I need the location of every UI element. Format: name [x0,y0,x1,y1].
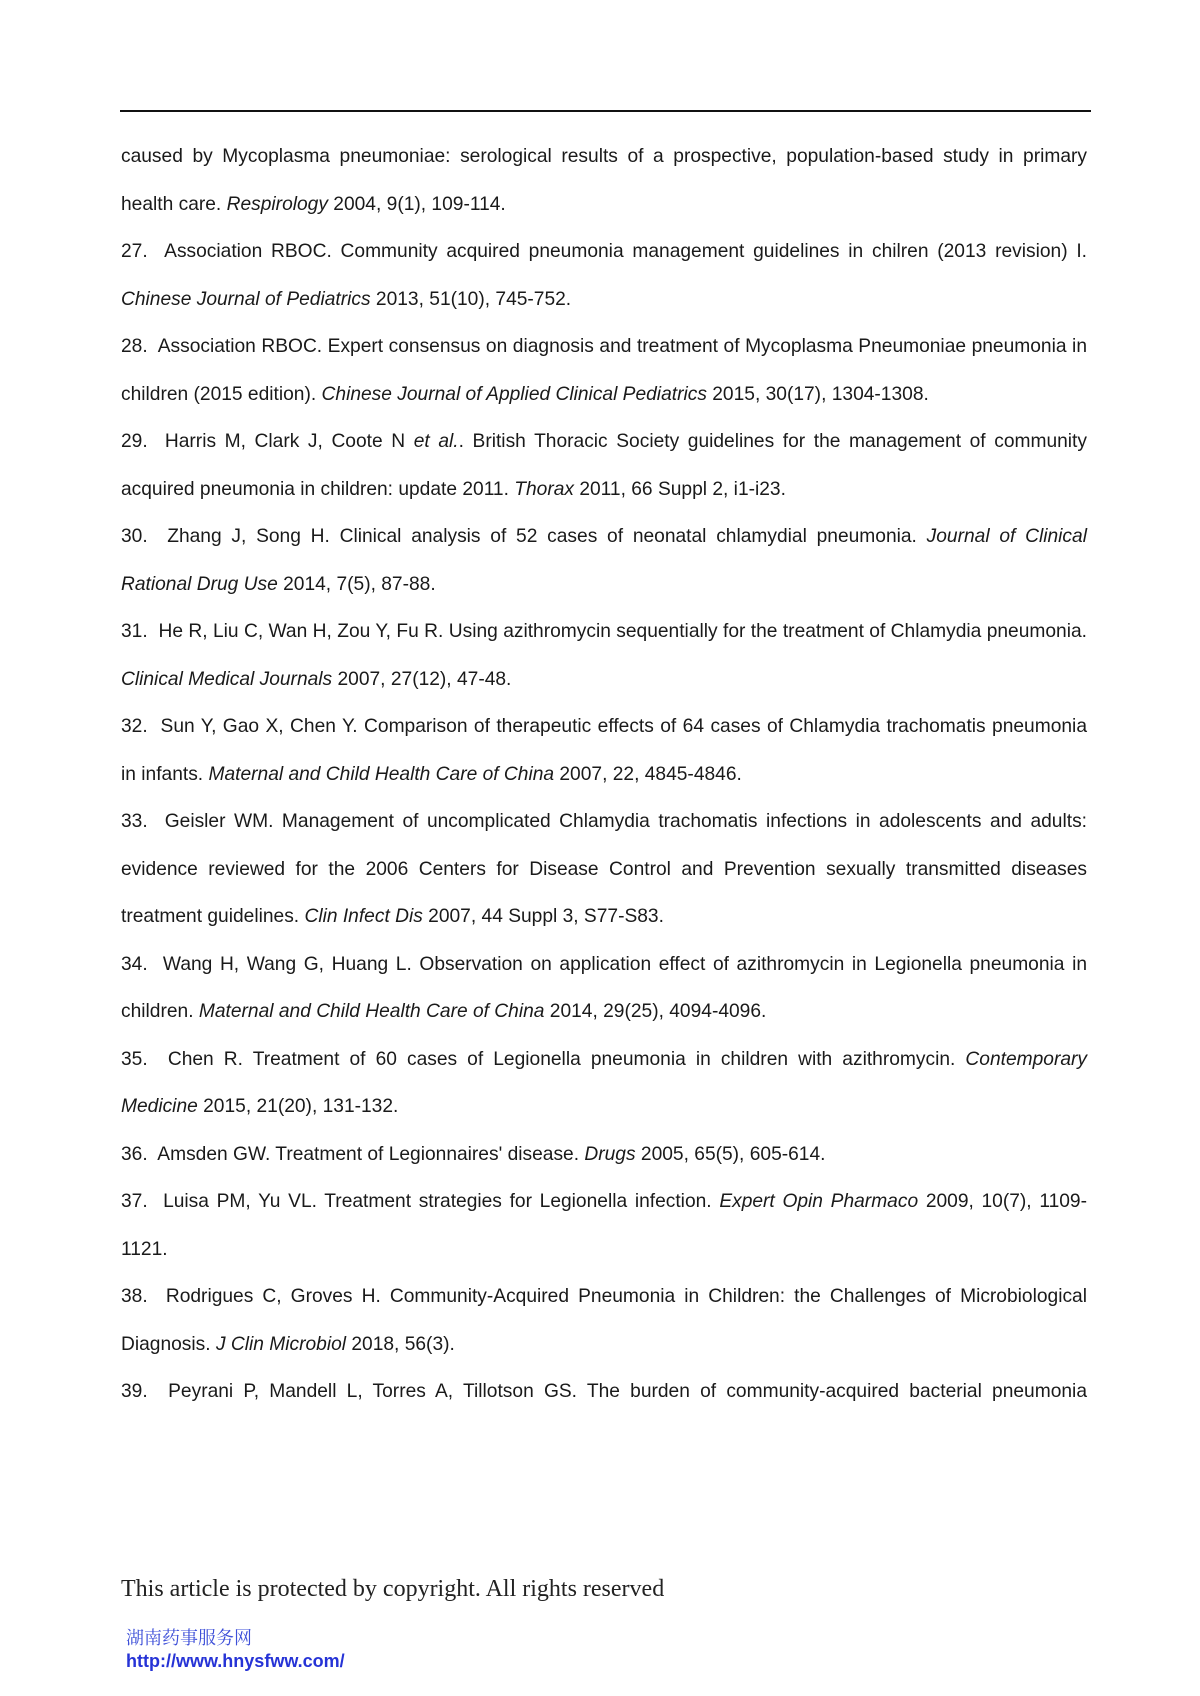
reference-citation: 2013, 51(10), 745-752. [375,288,572,310]
reference-text: Sun Y, Gao X, Chen Y. Comparison of therapeutic effects of 64 cases of Chlamydia trachomatis pneumonia in infants. [121,716,1087,785]
reference-citation: 2005, 65(5), 605-614. [640,1143,826,1165]
reference-text: Geisler WM. Management of uncomplicated Chlamydia trachomatis infections in adolescents and adults: evidence reviewed for the 2006 Centers for Disease Control and Prevention sexually transmitted diseases treatment guidelines. [121,811,1087,927]
reference-item [121,703,1087,798]
reference-journal: Maternal and Child Health Care of China [208,763,555,785]
reference-text: caused by Mycoplasma pneumoniae: serological results of a prospective, population-based study in primary health care. [121,146,1087,215]
watermark-url[interactable]: http://www.hnysfww.com/ [126,1651,345,1671]
reference-journal: Clin Infect Dis [304,906,423,927]
reference-number: 28. [121,336,148,357]
reference-citation: 2014, 7(5), 87-88. [283,573,436,595]
reference-item [121,418,1087,513]
reference-text: Amsden GW. Treatment of Legionnaires' disease. [157,1143,580,1165]
reference-text: Harris M, Clark J, Coote N [164,431,406,452]
reference-item [121,608,1087,703]
reference-journal: Thorax [514,478,574,500]
reference-number: 29. [121,431,148,452]
reference-item [121,1368,1087,1416]
reference-citation: 2007, 44 Suppl 3, S77-S83. [428,906,664,927]
reference-citation: 2011, 66 Suppl 2, i1-i23. [579,478,786,500]
reference-journal: Chinese Journal of Applied Clinical Pediatrics [321,383,707,405]
reference-number: 37. [121,1191,148,1212]
reference-citation: 2009, 10(7), 1109-1121. [121,1191,1087,1260]
reference-text: Association RBOC. Community acquired pneumonia management guidelines in chilren (2013 revision) I. [164,241,1087,262]
reference-text: Rodrigues C, Groves H. Community-Acquired Pneumonia in Children: the Challenges of Microbiological Diagnosis. [121,1286,1087,1355]
reference-number: 35. [121,1048,148,1070]
reference-journal: Expert Opin Pharmaco [719,1191,919,1212]
reference-journal: Journal of Clinical Rational Drug Use [121,526,1087,595]
reference-item [121,513,1087,608]
reference-item [121,941,1087,1036]
reference-journal: Maternal and Child Health Care of China [198,1001,545,1022]
reference-item [121,323,1087,418]
reference-item [121,798,1087,941]
reference-etal: et al. [413,431,459,452]
reference-text: . British Thoracic Society guidelines for the management of community acquired pneumonia in children: update 2011. [121,431,1087,500]
reference-item [121,1131,1087,1179]
reference-journal: J Clin Microbiol [215,1333,347,1355]
reference-number: 36. [121,1143,148,1165]
reference-text: Association RBOC. Expert consensus on diagnosis and treatment of Mycoplasma Pneumoniae pneumonia in children (2015 edition). [121,336,1087,405]
reference-item [121,133,1087,228]
reference-number: 32. [121,716,148,737]
reference-number: 30. [121,526,148,547]
watermark-site-name: 湖南药事服务网 [126,1628,252,1649]
reference-text: Chen R. Treatment of 60 cases of Legionella pneumonia in children with azithromycin. [167,1048,956,1070]
reference-item [121,1036,1087,1131]
reference-text: Luisa PM, Yu VL. Treatment strategies for Legionella infection. [163,1191,712,1212]
reference-citation: 2018, 56(3). [351,1333,455,1355]
reference-journal: Clinical Medical Journals [121,668,333,690]
reference-citation: 2015, 21(20), 131-132. [203,1096,399,1117]
reference-journal: Drugs [584,1143,636,1165]
reference-list [121,133,1087,1416]
watermark [126,1628,345,1672]
reference-number: 33. [121,811,148,832]
reference-number: 39. [121,1381,148,1402]
reference-item [121,1273,1087,1368]
reference-number: 34. [121,953,148,975]
reference-text: Peyrani P, Mandell L, Torres A, Tillotson GS. The burden of community-acquired bacterial pneumonia [168,1381,1087,1402]
reference-item [121,228,1087,323]
reference-item [121,1178,1087,1273]
reference-number: 38. [121,1286,148,1307]
reference-citation: 2007, 27(12), 47-48. [337,668,512,690]
reference-citation: 2015, 30(17), 1304-1308. [712,383,929,405]
reference-citation: 2007, 22, 4845-4846. [559,763,742,785]
reference-text: He R, Liu C, Wan H, Zou Y, Fu R. Using azithromycin sequentially for the treatment of Chlamydia pneumonia. [158,621,1087,642]
reference-text: Wang H, Wang G, Huang L. Observation on application effect of azithromycin in Legionella pneumonia in children. [121,953,1087,1022]
header-rule [120,110,1091,112]
reference-citation: 2004, 9(1), 109-114. [333,193,506,215]
reference-text: Zhang J, Song H. Clinical analysis of 52 cases of neonatal chlamydial pneumonia. [167,526,917,547]
reference-number: 31. [121,621,148,642]
reference-number: 27. [121,241,148,262]
copyright-notice: This article is protected by copyright. All rights reserved [121,1576,665,1602]
reference-journal: Chinese Journal of Pediatrics [121,288,371,310]
reference-citation: 2014, 29(25), 4094-4096. [549,1001,767,1022]
reference-journal: Respirology [226,193,328,215]
reference-journal: Contemporary Medicine [121,1048,1087,1117]
